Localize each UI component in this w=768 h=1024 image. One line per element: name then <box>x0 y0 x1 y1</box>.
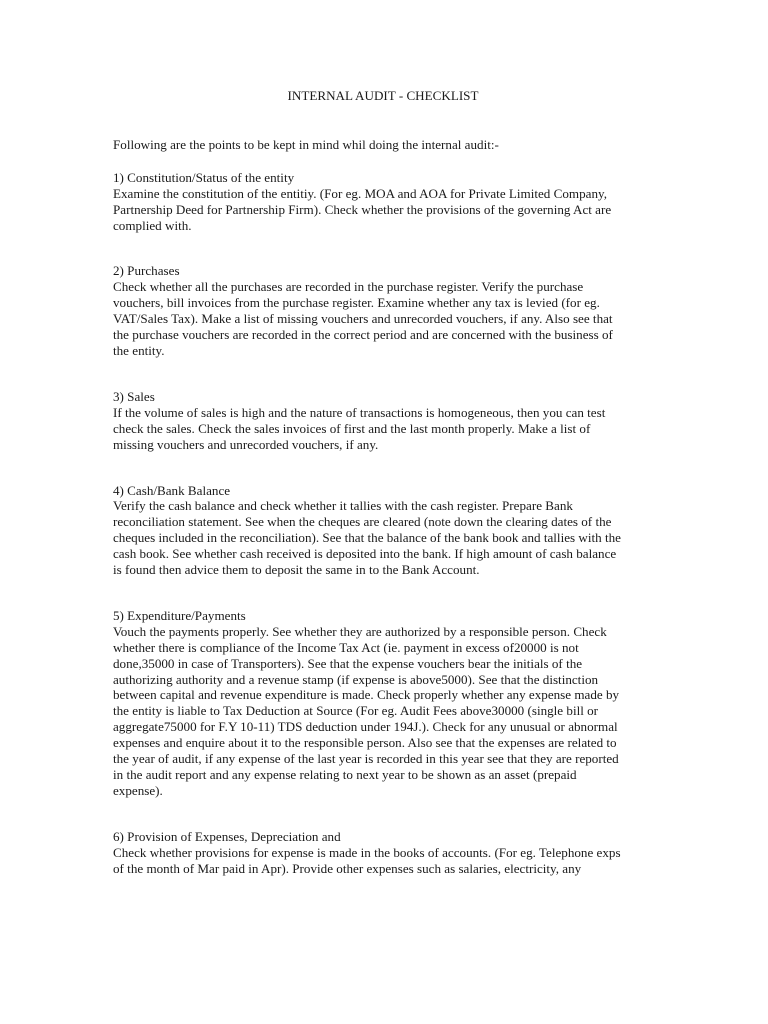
section-heading: 4) Cash/Bank Balance <box>113 482 231 498</box>
section-heading: 5) Expenditure/Payments <box>113 607 246 623</box>
section-body: Vouch the payments properly. See whether they are authorized by a responsible person. Check whether there is compliance of the Income Tax Act (ie. payment in excess of20000 is not done,35000 in case of Transporters). See that the expense vouchers bear the initials of the authorizing authority and a revenue stamp (if expense is above5000). See that the distinction between capital and revenue expenditure is made. Check properly whether any expense made by the entity is liable to Tax Deduction at Source (For eg. Audit Fees above30000 (single bill or aggregate75000 for F.Y 10-11) TDS deduction under 194J.). Check for any unusual or abnormal expenses and enquire about it to the responsible person. Also see that the expenses are related to the year of audit, if any expense of the last year is recorded in this year see that they are reported in the audit report and any expense relating to next year to be shown as an asset (prepaid expense). <box>113 623 620 798</box>
section-body: Examine the constitution of the entitiy. (For eg. MOA and AOA for Private Limited Company, Partnership Deed for Partnership Firm). Check whether the provisions of the governing Act are complied with. <box>113 185 612 233</box>
section-heading: 6) Provision of Expenses, Depreciation and <box>113 828 341 844</box>
section-sales <box>113 389 653 453</box>
section-heading: 2) Purchases <box>113 263 180 279</box>
section-purchases <box>113 263 653 358</box>
intro-paragraph: Following are the points to be kept in mind whil doing the internal audit:- <box>113 136 499 152</box>
section-heading: 3) Sales <box>113 388 155 404</box>
section-cash-bank <box>113 483 653 578</box>
section-body: Verify the cash balance and check whether it tallies with the cash register. Prepare Bank reconciliation statement. See when the cheques are cleared (note down the clearing dates of the cheques included in the reconciliation). See that the balance of the bank book and tallies with the cash book. See whether cash received is deposited into the bank. If high amount of cash balance is found then advice them to deposit the same in to the Bank Account. <box>113 498 621 578</box>
section-expenditure <box>113 608 653 799</box>
section-body: Check whether all the purchases are recorded in the purchase register. Verify the purchase vouchers, bill invoices from the purchase register. Examine whether any tax is levied (for eg. VAT/Sales Tax). Make a list of missing vouchers and unrecorded vouchers, if any. Also see that the purchase vouchers are recorded in the correct period and are concerned with the business of the entity. <box>113 279 613 358</box>
document-title: INTERNAL AUDIT - CHECKLIST <box>287 88 479 103</box>
section-body: If the volume of sales is high and the nature of transactions is homogeneous, then you can test check the sales. Check the sales invoices of first and the last month properly. Make a list of missing vouchers and unrecorded vouchers, if any. <box>113 404 606 452</box>
section-heading: 1) Constitution/Status of the entity <box>113 169 295 185</box>
section-provisions <box>113 829 653 877</box>
section-body: Check whether provisions for expense is made in the books of accounts. (For eg. Telephone exps of the month of Mar paid in Apr). Provide other expenses such as salaries, electricity, any <box>113 844 621 876</box>
section-constitution <box>113 170 653 234</box>
document-page <box>113 88 653 877</box>
